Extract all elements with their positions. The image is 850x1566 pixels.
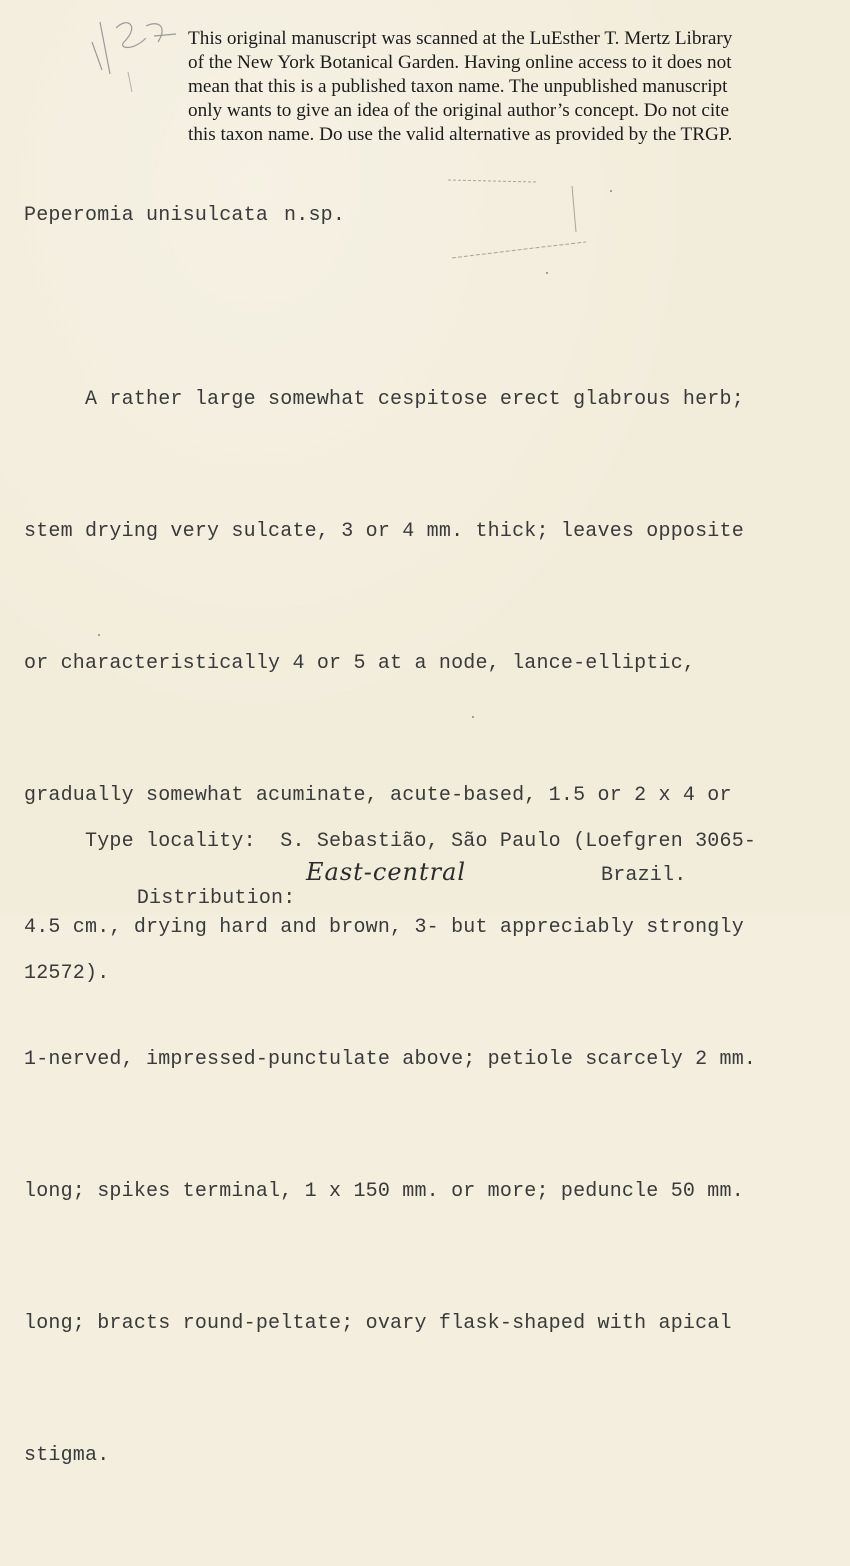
description-line: long; spikes terminal, 1 x 150 mm. or more; peduncle 50 mm. bbox=[24, 1180, 744, 1203]
description-line: stigma. bbox=[24, 1444, 110, 1467]
notice-line: This original manuscript was scanned at the LuEsther T. Mertz Library bbox=[188, 28, 733, 49]
species-status: n.sp. bbox=[284, 204, 346, 227]
notice-line: of the New York Botanical Garden. Having online access to it does not bbox=[188, 52, 732, 73]
pencil-annotation bbox=[88, 12, 188, 102]
library-notice bbox=[188, 27, 828, 147]
description-line: stem drying very sulcate, 3 or 4 mm. thick; leaves opposite bbox=[24, 520, 744, 543]
description-line: gradually somewhat acuminate, acute-based, 1.5 or 2 x 4 or bbox=[24, 784, 732, 807]
description-line: A rather large somewhat cespitose erect glabrous herb; bbox=[24, 388, 744, 411]
distribution-handwritten: East-central bbox=[306, 858, 467, 886]
distribution-label: Distribution: bbox=[136, 887, 296, 910]
description-line: long; bracts round-peltate; ovary flask-shaped with apical bbox=[24, 1312, 732, 1335]
description-line: or characteristically 4 or 5 at a node, lance-elliptic, bbox=[24, 652, 696, 675]
species-name: Peperomia unisulcata bbox=[24, 204, 269, 227]
distribution-region: Brazil. bbox=[601, 864, 687, 887]
notice-line: this taxon name. Do use the valid alternative as provided by the TRGP. bbox=[188, 124, 733, 145]
description-line: 4.5 cm., drying hard and brown, 3- but appreciably strongly bbox=[24, 916, 744, 939]
faint-stamp-lines bbox=[440, 172, 600, 267]
notice-line: mean that this is a published taxon name. The unpublished manuscript bbox=[188, 76, 728, 97]
type-locality-line: 12572). bbox=[24, 962, 110, 985]
type-locality-line: Type locality: S. Sebastião, São Paulo (Loefgren 3065- bbox=[24, 830, 757, 853]
species-heading bbox=[24, 204, 345, 227]
notice-line: only wants to give an idea of the original author’s concept. Do not cite bbox=[188, 100, 730, 121]
description-line: 1-nerved, impressed-punctulate above; petiole scarcely 2 mm. bbox=[24, 1048, 757, 1071]
